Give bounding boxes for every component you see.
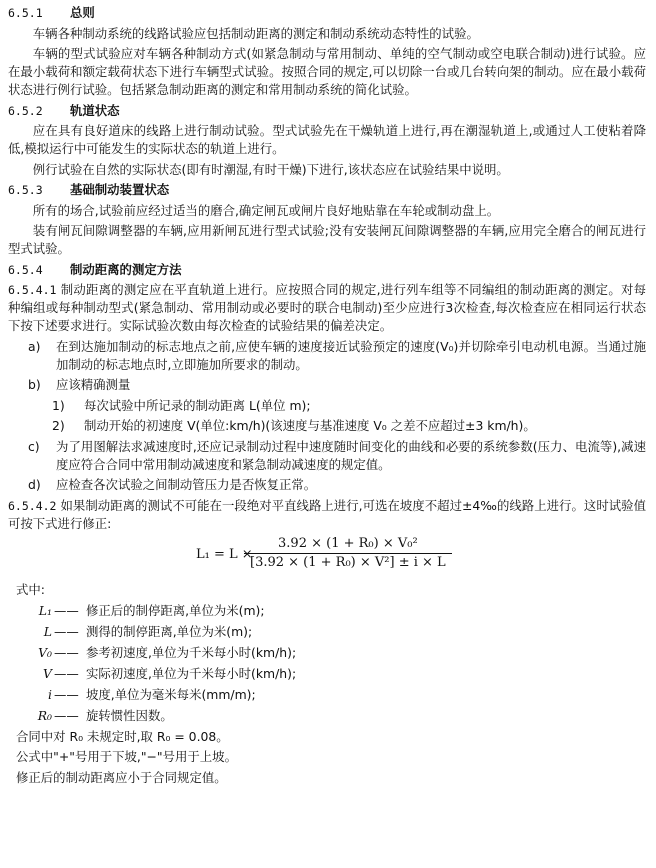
section-heading-6-5-2 bbox=[8, 102, 646, 120]
sub-label: 2) bbox=[52, 418, 65, 433]
section-title: 基础制动装置状态 bbox=[70, 182, 170, 197]
list-text: 为了用图解法求减速度时,还应记录制动过程中速度随时间变化的曲线和必要的系统参数(压力、电流等),减速度应符合合同中常用制动减速度和紧急制动减速度的规定值。 bbox=[56, 438, 646, 472]
definition-text: 参考初速度,单位为千米每小时(km/h); bbox=[86, 644, 297, 660]
definition-row bbox=[8, 623, 646, 641]
paragraph: 装有闸瓦间隙调整器的车辆,应用新闸瓦进行型式试验;没有安装闸瓦间隙调整器的车辆,应用完全磨合的闸瓦进行型式试验。 bbox=[8, 223, 646, 256]
formula-denominator: [3.92 × (1 + R₀) × V²] ± i × L bbox=[250, 555, 446, 570]
section-number: 6.5.1 bbox=[8, 6, 43, 20]
list-item-b bbox=[8, 376, 646, 394]
list-item-a bbox=[8, 338, 646, 374]
definition-text: 坡度,单位为毫米每米(mm/m); bbox=[86, 686, 256, 702]
section-heading-6-5-3 bbox=[8, 181, 646, 199]
definition-symbol: i bbox=[48, 686, 52, 702]
sub-item-b1 bbox=[8, 397, 646, 415]
section-number: 6.5.4 bbox=[8, 262, 43, 277]
paragraph: 例行试验在自然的实际状态(即有时潮湿,有时干燥)下进行,该状态应在试验结果中说明。 bbox=[32, 161, 509, 177]
section-title: 轨道状态 bbox=[70, 102, 120, 118]
sub-label: 1) bbox=[52, 397, 65, 413]
note-sign: 公式中"+"号用于下坡,"−"号用于上坡。 bbox=[16, 749, 237, 764]
where-label: 式中: bbox=[16, 582, 45, 597]
clause-number: 6.5.4.1 bbox=[8, 283, 57, 297]
definition-symbol: R₀ bbox=[37, 707, 52, 723]
definition-text: 实际初速度,单位为千米每小时(km/h); bbox=[86, 665, 297, 681]
section-title: 总则 bbox=[70, 5, 95, 20]
formula-lhs: L₁ = L × bbox=[196, 547, 253, 562]
list-label: d) bbox=[28, 477, 41, 492]
definition-text: 测得的制停距离,单位为米(m); bbox=[86, 623, 253, 639]
section-number: 6.5.3 bbox=[8, 183, 43, 197]
section-heading-6-5-1 bbox=[8, 4, 646, 22]
clause-6-5-4-2 bbox=[8, 497, 646, 533]
definition-row bbox=[8, 665, 646, 683]
definition-dash: —— bbox=[54, 686, 79, 702]
section-number: 6.5.2 bbox=[8, 103, 43, 118]
paragraph: 所有的场合,试验前应经过适当的磨合,确定闸瓦或闸片良好地贴靠在车轮或制动盘上。 bbox=[32, 202, 500, 218]
list-item-c bbox=[8, 438, 646, 474]
note-limit: 修正后的制动距离应小于合同规定值。 bbox=[16, 769, 227, 785]
definition-text: 修正后的制停距离,单位为米(m); bbox=[86, 602, 265, 618]
definition-text: 旋转惯性因数。 bbox=[86, 707, 173, 723]
definition-row bbox=[8, 707, 646, 725]
formula-fraction bbox=[244, 535, 452, 572]
list-label: b) bbox=[28, 377, 41, 392]
definition-symbol: L₁ bbox=[38, 602, 52, 618]
sub-item-b2 bbox=[8, 417, 646, 435]
paragraph: 应在具有良好道床的线路上进行制动试验。型式试验先在干燥轨道上进行,再在潮湿轨道上,或通过人工使粘着降低,模拟运行中可能发生的实际状态的轨道上进行。 bbox=[8, 123, 646, 156]
definition-row bbox=[8, 686, 646, 704]
definition-dash: —— bbox=[54, 707, 79, 723]
definition-dash: —— bbox=[54, 623, 79, 639]
list-text: 应该精确测量 bbox=[56, 377, 131, 392]
clause-text: 如果制动距离的测试不可能在一段绝对平直线路上进行,可选在坡度不超过±4‰的线路上进行。这时试验值可按下式进行修正: bbox=[8, 497, 646, 531]
sub-text: 制动开始的初速度 V(单位:km/h)(该速度与基准速度 V₀ 之差不应超过±3 km/h)。 bbox=[84, 418, 536, 433]
definition-dash: —— bbox=[54, 644, 79, 660]
list-label: c) bbox=[28, 438, 40, 454]
definition-symbol: L bbox=[43, 623, 52, 639]
clause-text: 制动距离的测定应在平直轨道上进行。应按照合同的规定,进行列车组等不同编组的制动距离的测定。对每种编组或每种制动型式(紧急制动、常用制动或必要时的联合电制动)至少应进行3次检查,每次检查应在相同运行状态下按下述要求进行。实际试验次数由每次检查的试验结果的偏差决定。 bbox=[8, 282, 646, 333]
variable-definitions bbox=[8, 602, 646, 725]
definition-row bbox=[8, 644, 646, 662]
list-text: 应检查各次试验之间制动管压力是否恢复正常。 bbox=[56, 477, 317, 492]
list-label: a) bbox=[28, 338, 41, 354]
definition-symbol: V₀ bbox=[38, 644, 52, 660]
paragraph: 车辆的型式试验应对车辆各种制动方式(如紧急制动与常用制动、单纯的空气制动或空电联合制动)进行试验。应在最小载荷和额定载荷状态下进行车辆型式试验。按照合同的规定,可以切除一台或几台转向架的制动。应在最小载荷状态进行例行试验。包括紧急制动距离的测定和常用制动系统的简化试验。 bbox=[8, 46, 646, 97]
sub-text: 每次试验中所记录的制动距离 L(单位 m); bbox=[84, 397, 311, 413]
list-item-d bbox=[8, 476, 646, 494]
definition-dash: —— bbox=[54, 602, 79, 618]
section-heading-6-5-4 bbox=[8, 261, 646, 279]
correction-formula bbox=[8, 535, 646, 575]
formula-numerator: 3.92 × (1 + R₀) × V₀² bbox=[278, 536, 418, 551]
clause-number: 6.5.4.2 bbox=[8, 498, 57, 513]
paragraph: 车辆各种制动系统的线路试验应包括制动距离的测定和制动系统动态特性的试验。 bbox=[32, 25, 479, 41]
note-r0: 合同中对 R₀ 未规定时,取 R₀ = 0.08。 bbox=[16, 728, 229, 744]
definition-dash: —— bbox=[54, 665, 79, 681]
definition-row bbox=[8, 602, 646, 620]
definition-symbol: V bbox=[43, 665, 52, 681]
clause-6-5-4-1 bbox=[8, 281, 646, 335]
section-title: 制动距离的测定方法 bbox=[70, 261, 182, 277]
list-text: 在到达施加制动的标志地点之前,应使车辆的速度接近试验预定的速度(V₀)并切除牵引电动机电源。当通过施加制动的标志地点时,立即施加所要求的制动。 bbox=[56, 338, 646, 372]
